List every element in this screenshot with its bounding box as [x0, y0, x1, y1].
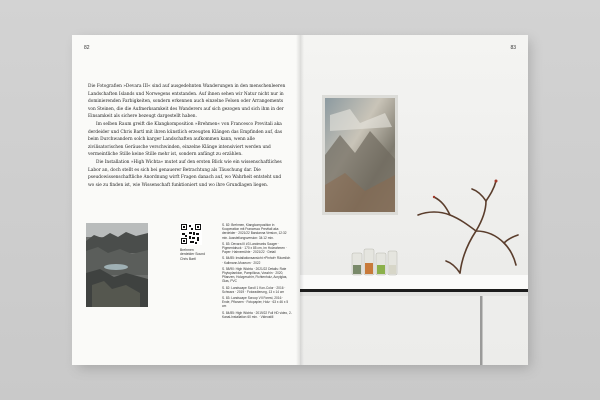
body-text — [88, 83, 288, 189]
image-credits — [222, 223, 292, 321]
body-paragraph-3: Die Installation »High Wichta« mutet auf den ersten Blick wie ein wissenschaftliches Labor an, doch stellt es sich bei genauerer Betrachtung als Täuschung dar. Die pseudowissenschaftliche Anordnung wirft Fragen danach auf, wo Wahrheit entsteht und wo sie zu finden ist, wie Wissenschaft funktioniert und wo ihre Grundlagen liegen. — [88, 159, 282, 188]
credit-line: S. 84/85: High Wichta · 2019/22 Full HD video, 2-Kanal-Installation 60 min. · Videostill — [222, 310, 292, 319]
right-page — [300, 35, 528, 365]
landscape-photo — [86, 223, 148, 307]
left-page — [72, 35, 300, 365]
book-spread — [72, 35, 528, 365]
qr-code[interactable] — [180, 223, 202, 245]
installation-photo — [300, 35, 528, 365]
body-paragraph-2: Im selben Raum greift die Klangkomposition »Brehmen« von Francesco Previtali aka derdeider und Chris Bartl mit ihren künstlich erzeugten Klängen das Empfinden auf, das beim Durchwandern solch karger Landschaften aufkommen kann, wenn alle zivilisatorischen Geräusche verschwinden, einzelne Klänge intensiviert werden und vermeintliche Stille keine Stille mehr ist, sondern anfängt zu erzählen. — [88, 121, 283, 158]
credit-line: S. 82: Brehmen, Klangkomposition in Kooperation mit Francesco Previtali aka derdeider · 2021/22 Bandanna Version, 12:32 min. Ausstellungsversion: 34:12 min. — [222, 223, 287, 240]
credit-line: S. 58/90: High Wichta · 2021/22 Details: Rote Phytoplankton, Pampillosa, Vosshin · 2020, Pflanzen, Holzgeschirr, Fichtenholz, Acrylglas, Glas, PVC — [222, 266, 288, 284]
credit-line: S. 84/85: Installationsansicht »Pinhof« Räumlich · Kallmann-Museum · 2022 — [222, 256, 291, 265]
page-number-right: 83 — [510, 45, 516, 51]
page-number-left: 82 — [84, 45, 90, 51]
credit-line: S. 82: Landscape Scroll 1 Kon-Color · 2016 · Schwarz · 2019 · Fotoradierung, 13 x 14 cm — [222, 285, 286, 294]
book-gutter — [296, 35, 304, 365]
credit-line: S. 83: Devara III #3 Landmarks Sauger · Pigmentdruck · 170 x 85 cm, im Holzrahmen · Paper: Hahnemühle · 2021/22 · Detail — [222, 241, 287, 255]
credit-line: S. 83: Landscape Scroop VII Forest, 2016 · Ende, Pflanzen · Fotopapier, Holz · 63 x 46 x 5 cm — [222, 296, 289, 309]
body-paragraph-1: Die Fotografien »Devara III« sind auf ausgedehnten Wanderungen in den menschenleeren Landschaften Islands und Norwegens entstanden. Auf ihnen sehen wir Natur nicht nur in dominierenden Farbigkeiten, sondern erkennen auch einzelne Felsen oder Arrangements von Steinen, die die Aufmerksamkeit des Wanderers auf sich gezogen und sich ihm in der Einsamkeit als sichere bezeugt dargestellt haben. — [88, 84, 286, 120]
qr-caption: Brehmen derdeider Sound Chris Bartl — [180, 248, 206, 261]
